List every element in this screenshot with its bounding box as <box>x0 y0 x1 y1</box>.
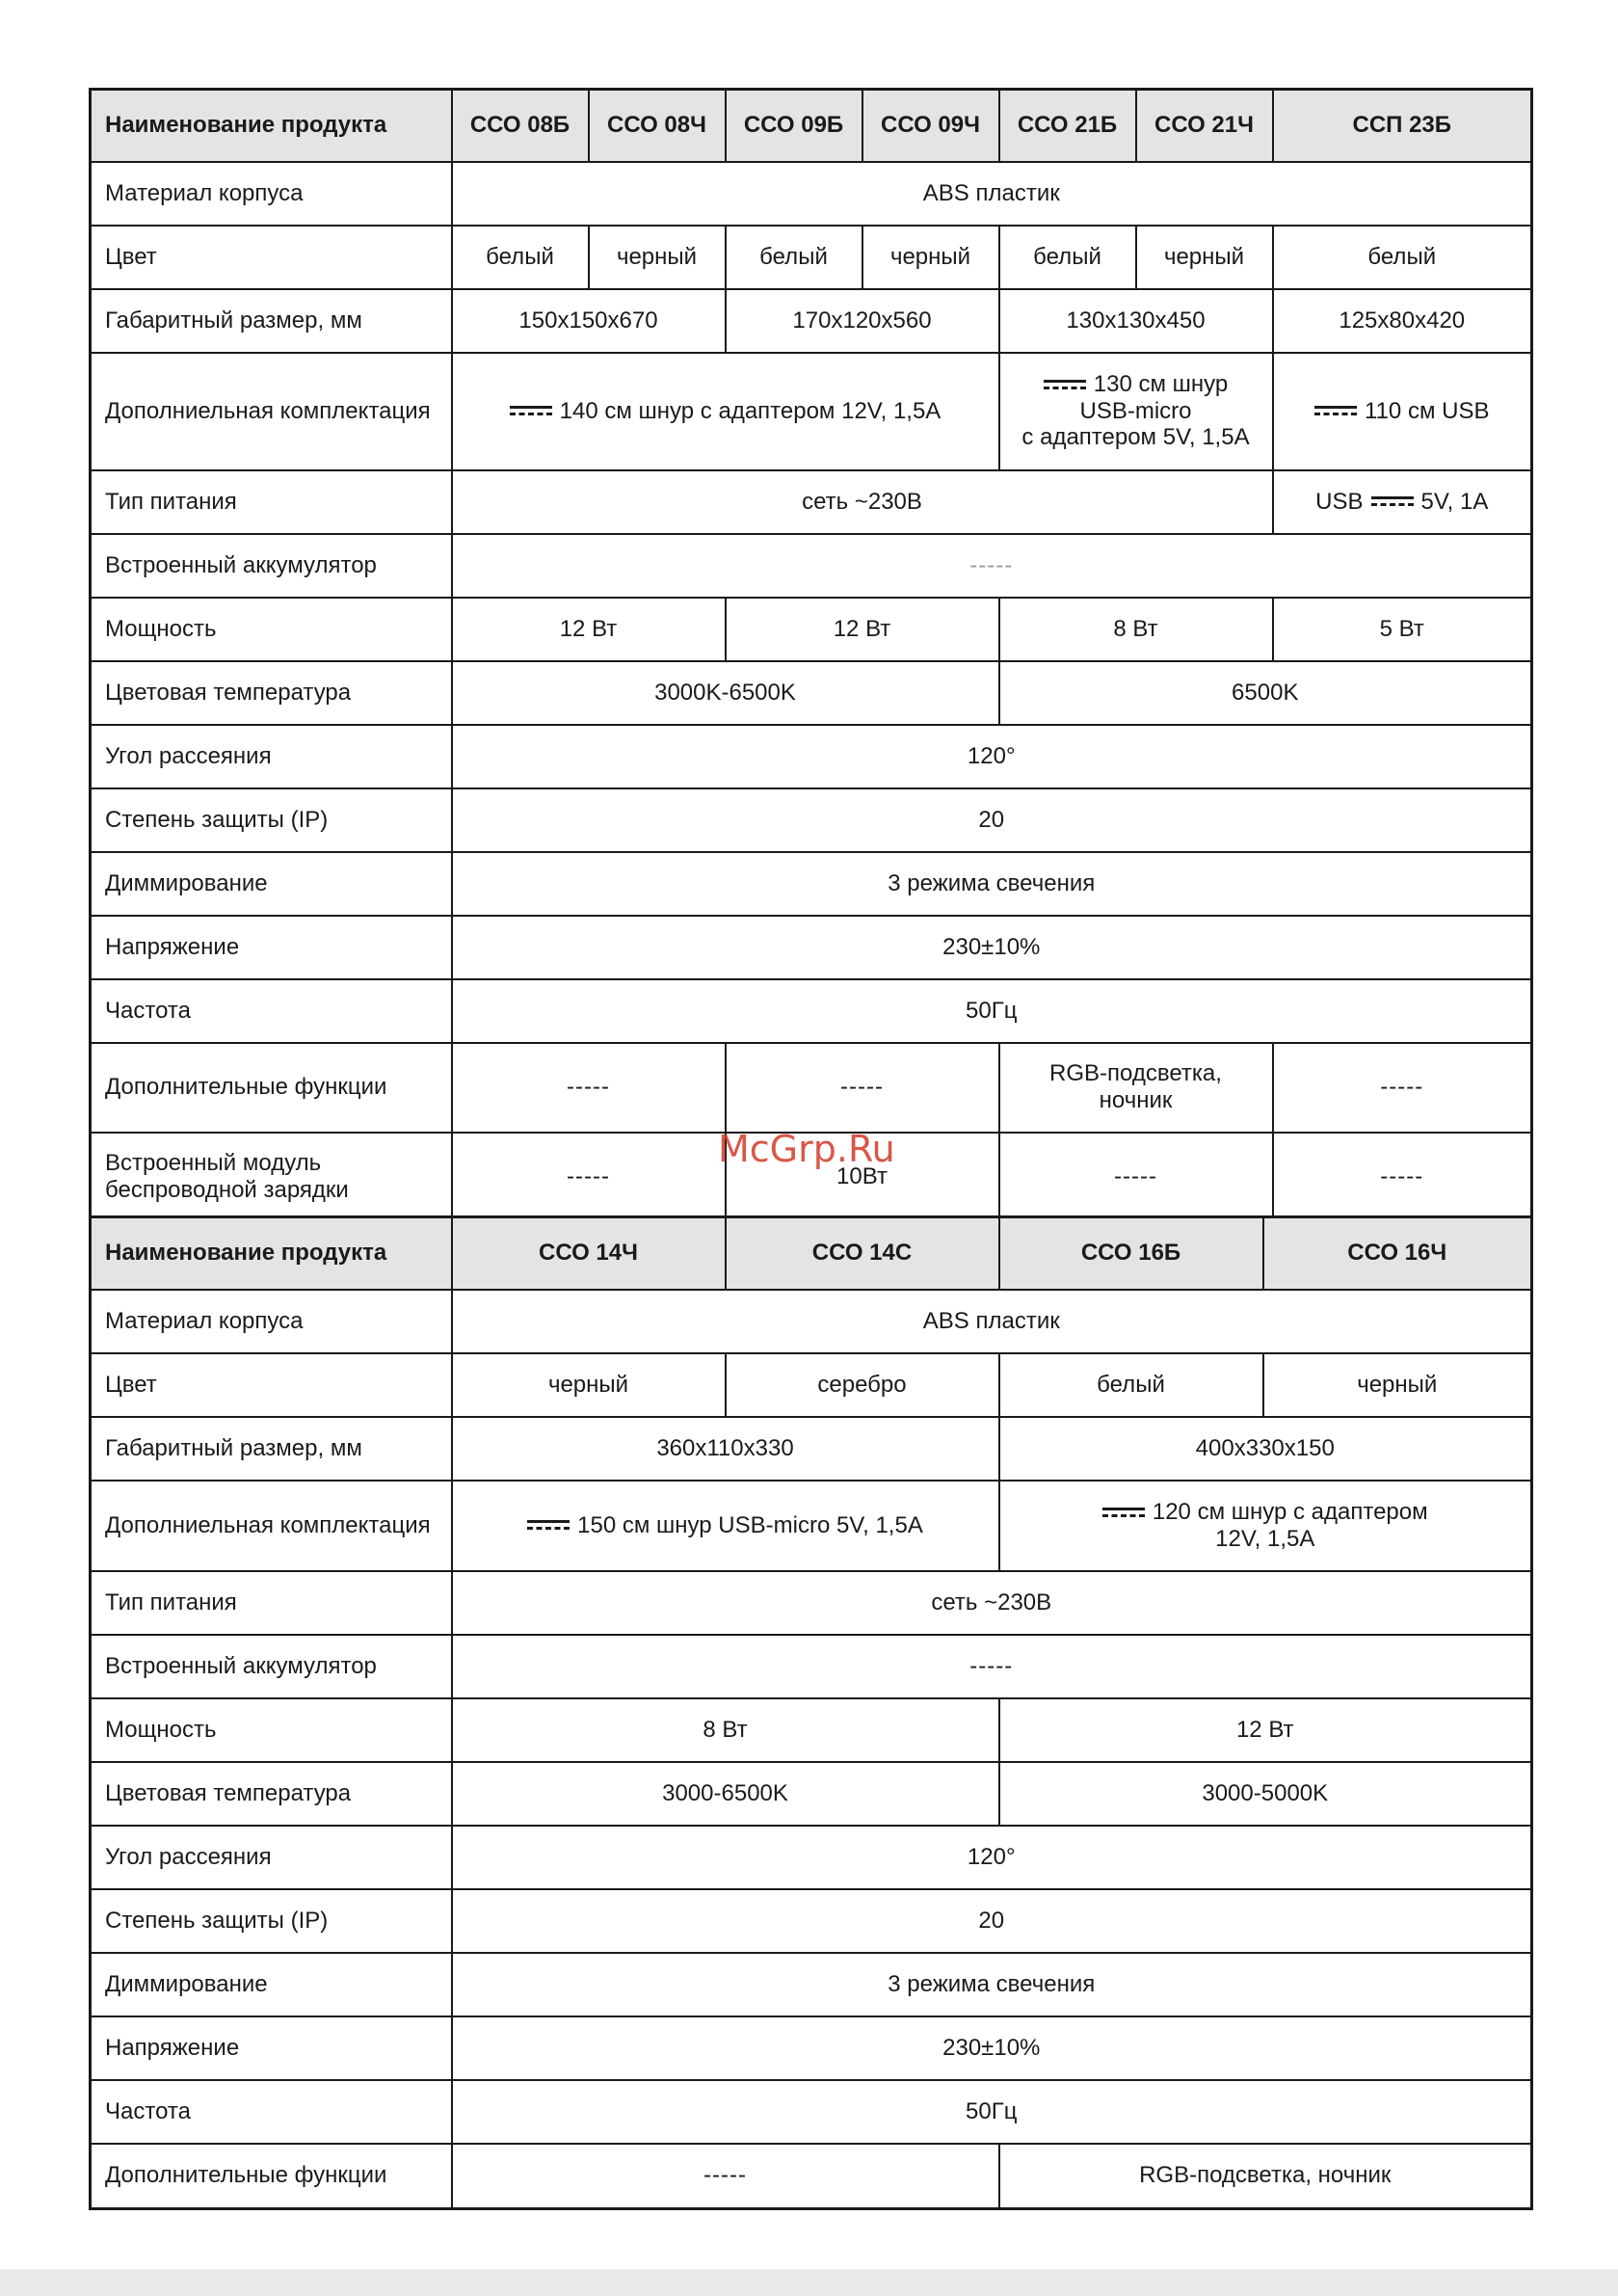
row-label: Цвет <box>91 226 452 289</box>
dc-current-icon <box>1044 380 1086 391</box>
cell-value: черный <box>1263 1353 1532 1417</box>
cell-value: 8 Вт <box>999 598 1273 661</box>
kit-text: 130 см шнур <box>1093 371 1229 398</box>
dc-current-icon <box>527 1520 570 1532</box>
row-label <box>91 1133 452 1222</box>
cell-value: черный <box>452 1353 726 1417</box>
cell-value: черный <box>589 226 726 289</box>
cell-value: 12 Вт <box>726 598 999 661</box>
cell-value: сеть ~230В <box>452 1571 1532 1635</box>
row-label: Цветовая температура <box>91 661 452 725</box>
row-label: Габаритный размер, мм <box>91 289 452 353</box>
table-row <box>91 852 1532 916</box>
header-product-name: Наименование продукта <box>91 1217 452 1290</box>
header-product-name: Наименование продукта <box>91 90 452 162</box>
spec-table-2 <box>89 1215 1533 2210</box>
cell-value: ----- <box>1273 1133 1532 1222</box>
cell-value: 230±10% <box>452 916 1532 979</box>
cell-value: ----- <box>999 1133 1273 1222</box>
table-row <box>91 2144 1532 2209</box>
row-label: Дополниельная комплектация <box>91 353 452 470</box>
header-model: ССО 21Б <box>999 90 1136 162</box>
header-model: ССО 08Б <box>452 90 589 162</box>
table-header-row <box>91 1217 1532 1290</box>
table-row <box>91 1133 1532 1222</box>
power-type-text: 5V, 1A <box>1420 488 1489 515</box>
row-label: Напряжение <box>91 2016 452 2080</box>
table-row <box>91 353 1532 470</box>
cell-value <box>452 1481 999 1571</box>
cell-value: 3000-6500K <box>452 1762 999 1826</box>
table-row <box>91 1698 1532 1762</box>
kit-text: USB-micro <box>1079 397 1192 424</box>
table-row <box>91 1290 1532 1353</box>
table-row <box>91 2080 1532 2144</box>
header-model: ССО 08Ч <box>589 90 726 162</box>
row-label: Тип питания <box>91 1571 452 1635</box>
extra-text: ночник <box>1099 1087 1173 1113</box>
table-row <box>91 979 1532 1043</box>
cell-value: белый <box>452 226 589 289</box>
row-label: Частота <box>91 979 452 1043</box>
row-label: Степень защиты (IP) <box>91 788 452 852</box>
table-row <box>91 1571 1532 1635</box>
table-header-row <box>91 90 1532 162</box>
table-row <box>91 470 1532 534</box>
cell-value <box>1273 470 1532 534</box>
row-label: Дополнительные функции <box>91 2144 452 2209</box>
cell-value: 6500K <box>999 661 1532 725</box>
cell-value: ----- <box>1273 1043 1532 1133</box>
dc-current-icon <box>1314 406 1357 417</box>
table-row <box>91 1889 1532 1953</box>
cell-value: 3000K-6500K <box>452 661 999 725</box>
row-label: Цветовая температура <box>91 1762 452 1826</box>
kit-text: 140 см шнур с адаптером 12V, 1,5А <box>559 397 942 424</box>
row-label: Частота <box>91 2080 452 2144</box>
cell-value: 3 режима свечения <box>452 852 1532 916</box>
row-label: Напряжение <box>91 916 452 979</box>
cell-value: белый <box>999 1353 1263 1417</box>
cell-value <box>999 353 1273 470</box>
row-label: Встроенный аккумулятор <box>91 1635 452 1698</box>
cell-value: ----- <box>726 1043 999 1133</box>
cell-value: белый <box>999 226 1136 289</box>
row-label: Встроенный аккумулятор <box>91 534 452 598</box>
cell-value: 20 <box>452 1889 1532 1953</box>
cell-value: ABS пластик <box>452 162 1532 226</box>
table-row <box>91 1762 1532 1826</box>
cell-value: 12 Вт <box>452 598 726 661</box>
row-label: Габаритный размер, мм <box>91 1417 452 1481</box>
cell-value: 5 Вт <box>1273 598 1532 661</box>
table-row <box>91 1953 1532 2016</box>
row-label: Материал корпуса <box>91 1290 452 1353</box>
kit-text: 120 см шнур с адаптером <box>1152 1498 1428 1525</box>
header-model: ССО 09Б <box>726 90 862 162</box>
extra-text: RGB-подсветка, <box>1049 1060 1222 1087</box>
table-row <box>91 534 1532 598</box>
kit-text: 110 см USB <box>1365 397 1490 424</box>
cell-value: 120° <box>452 725 1532 788</box>
cell-value: 400x330x150 <box>999 1417 1532 1481</box>
header-model: ССО 14С <box>726 1217 999 1290</box>
header-model: ССО 16Ч <box>1263 1217 1532 1290</box>
label-text: Встроенный модуль <box>105 1150 322 1177</box>
cell-value: 10Вт <box>726 1133 999 1222</box>
kit-text: 150 см шнур USB-micro 5V, 1,5А <box>577 1511 923 1538</box>
watermark: McGrp.Ru <box>718 1128 895 1170</box>
cell-value: сеть ~230В <box>452 470 1273 534</box>
table-row <box>91 1043 1532 1133</box>
header-model: ССО 14Ч <box>452 1217 726 1290</box>
table-row <box>91 1353 1532 1417</box>
cell-value <box>452 353 999 470</box>
cell-value: 12 Вт <box>999 1698 1532 1762</box>
cell-value: черный <box>862 226 999 289</box>
label-text: беспроводной зарядки <box>105 1176 349 1203</box>
table-row <box>91 1481 1532 1571</box>
table-row <box>91 1826 1532 1889</box>
header-model: ССО 16Б <box>999 1217 1263 1290</box>
page-footer-bar <box>0 2269 1618 2296</box>
row-label: Угол рассеяния <box>91 725 452 788</box>
row-label: Мощность <box>91 598 452 661</box>
cell-value: 50Гц <box>452 979 1532 1043</box>
row-label: Дополнительные функции <box>91 1043 452 1133</box>
header-model: ССП 23Б <box>1273 90 1532 162</box>
table-row <box>91 1635 1532 1698</box>
table-row <box>91 661 1532 725</box>
table-row <box>91 2016 1532 2080</box>
cell-value <box>999 1043 1273 1133</box>
cell-value: 3000-5000K <box>999 1762 1532 1826</box>
table-row <box>91 162 1532 226</box>
cell-value: 170x120x560 <box>726 289 999 353</box>
row-label: Диммирование <box>91 1953 452 2016</box>
table-row <box>91 725 1532 788</box>
cell-value: ----- <box>452 1635 1532 1698</box>
power-type-text: USB <box>1315 488 1364 515</box>
cell-value: RGB-подсветка, ночник <box>999 2144 1532 2209</box>
spec-table-1 <box>89 88 1533 1223</box>
cell-value: 8 Вт <box>452 1698 999 1762</box>
row-label: Угол рассеяния <box>91 1826 452 1889</box>
cell-value: серебро <box>726 1353 999 1417</box>
row-label: Диммирование <box>91 852 452 916</box>
row-label: Материал корпуса <box>91 162 452 226</box>
cell-value: черный <box>1136 226 1273 289</box>
cell-value: 150x150x670 <box>452 289 726 353</box>
dc-current-icon <box>510 406 552 417</box>
cell-value: 130x130x450 <box>999 289 1273 353</box>
cell-value: ----- <box>452 1133 726 1222</box>
table-row <box>91 289 1532 353</box>
cell-value: 125x80x420 <box>1273 289 1532 353</box>
row-label: Мощность <box>91 1698 452 1762</box>
row-label: Степень защиты (IP) <box>91 1889 452 1953</box>
cell-value: 20 <box>452 788 1532 852</box>
cell-value: 50Гц <box>452 2080 1532 2144</box>
table-row <box>91 788 1532 852</box>
cell-value: 120° <box>452 1826 1532 1889</box>
dc-current-icon <box>1371 496 1414 508</box>
cell-value <box>999 1481 1532 1571</box>
cell-value: ----- <box>452 534 1532 598</box>
cell-value: белый <box>726 226 862 289</box>
header-model: ССО 09Ч <box>862 90 999 162</box>
row-label: Тип питания <box>91 470 452 534</box>
table-row <box>91 598 1532 661</box>
cell-value: ----- <box>452 2144 999 2209</box>
table-row <box>91 916 1532 979</box>
header-model: ССО 21Ч <box>1136 90 1273 162</box>
table-row <box>91 1417 1532 1481</box>
table-row <box>91 226 1532 289</box>
cell-value: 3 режима свечения <box>452 1953 1532 2016</box>
row-label: Дополниельная комплектация <box>91 1481 452 1571</box>
cell-value: ----- <box>452 1043 726 1133</box>
cell-value: 360x110x330 <box>452 1417 999 1481</box>
kit-text: с адаптером 5V, 1,5А <box>1021 424 1250 451</box>
cell-value: 230±10% <box>452 2016 1532 2080</box>
dc-current-icon <box>1102 1508 1145 1519</box>
cell-value: ABS пластик <box>452 1290 1532 1353</box>
cell-value <box>1273 353 1532 470</box>
row-label: Цвет <box>91 1353 452 1417</box>
kit-text: 12V, 1,5А <box>1215 1525 1315 1552</box>
cell-value: белый <box>1273 226 1532 289</box>
